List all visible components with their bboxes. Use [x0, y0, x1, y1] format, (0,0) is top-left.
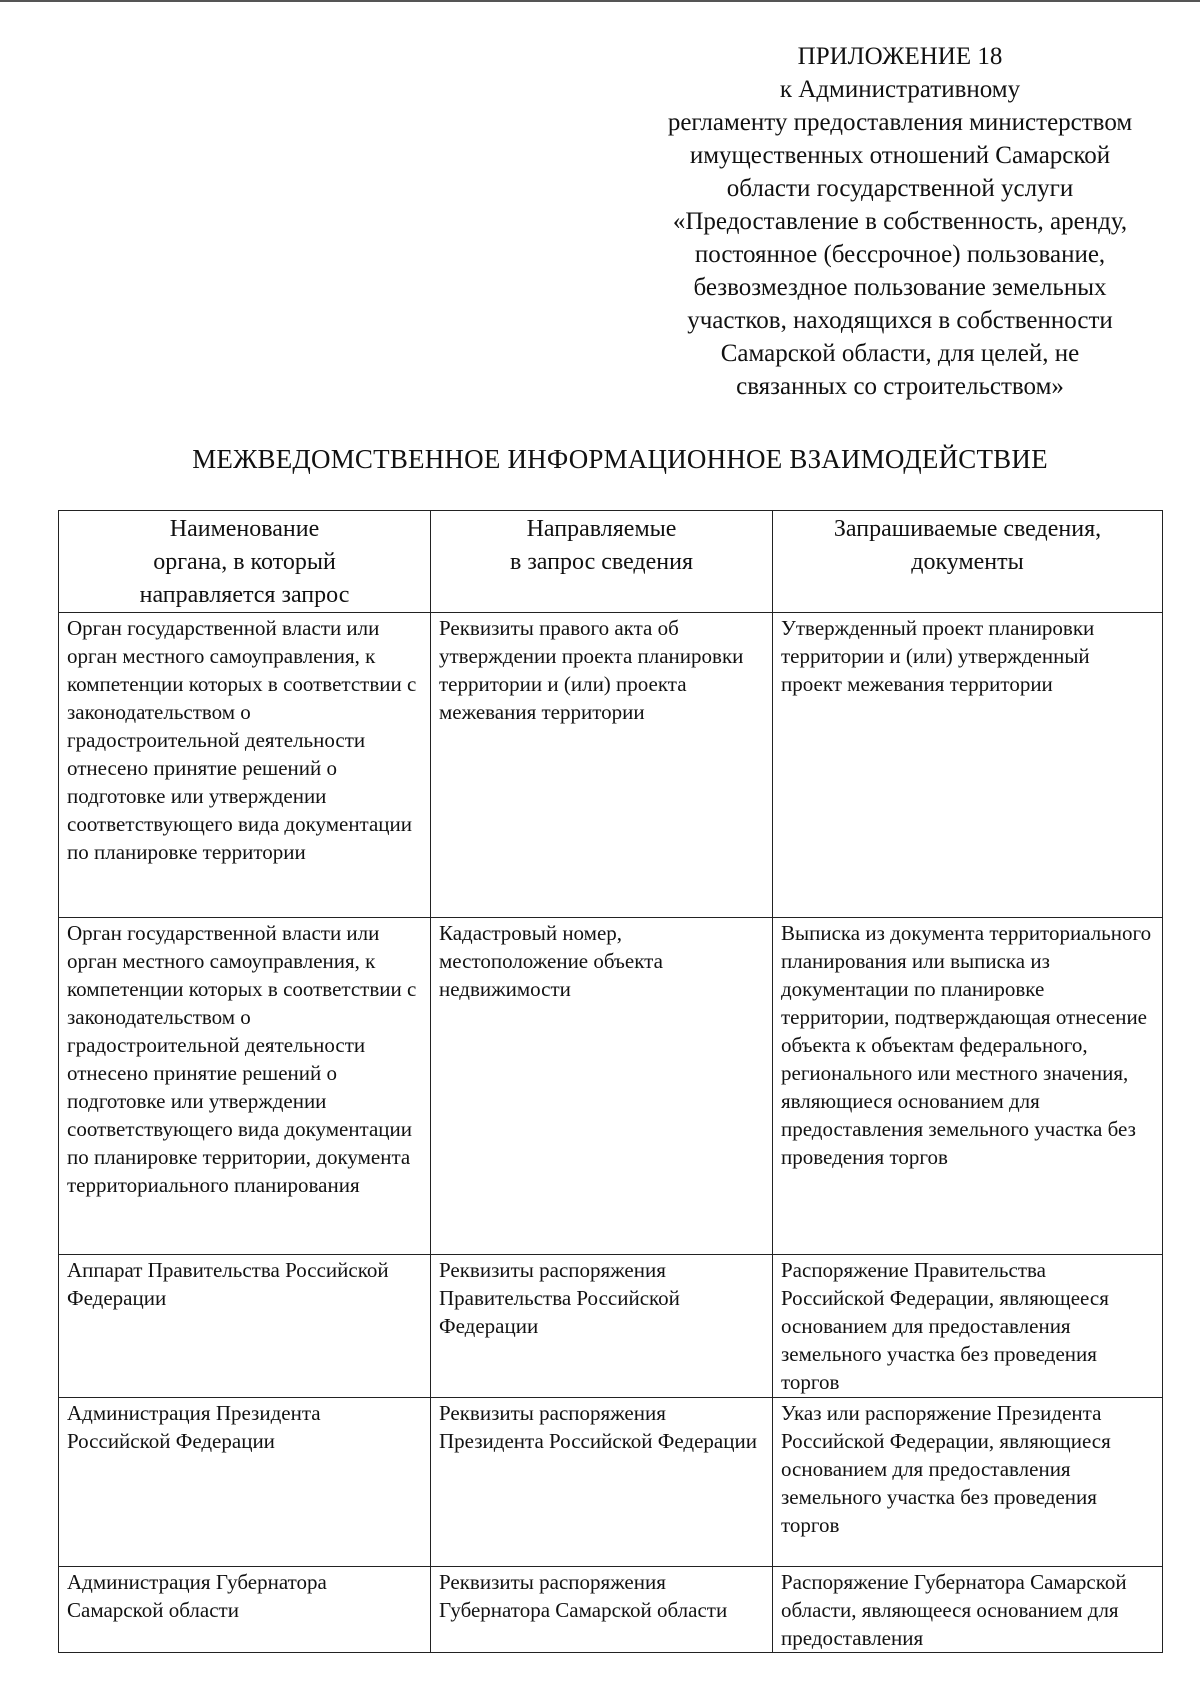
header-line: в запрос сведения: [509, 549, 693, 575]
header-line: Наименование: [169, 516, 320, 542]
document-title: МЕЖВЕДОМСТВЕННОЕ ИНФОРМАЦИОННОЕ ВЗАИМОДЕЙСТВИЕ: [192, 444, 1048, 474]
cell-authority: Администрация Губернатора Самарской области: [59, 1567, 431, 1653]
appendix-line: Самарской области, для целей, не: [720, 340, 1080, 367]
interaction-table: [58, 510, 1163, 1653]
appendix-line: имущественных отношений Самарской: [689, 142, 1111, 169]
appendix-line: регламенту предоставления министерством: [667, 109, 1133, 136]
header-authority: [59, 511, 431, 613]
cell-requested-docs: Утвержденный проект планировки территории и (или) утвержденный проект межевания территории: [773, 613, 1163, 918]
header-line: Запрашиваемые сведения,: [833, 516, 1102, 542]
header-line: документы: [911, 549, 1024, 575]
cell-sent-info: Кадастровый номер, местоположение объекта недвижимости: [431, 918, 773, 1255]
cell-sent-info: Реквизиты распоряжения Президента Российской Федерации: [431, 1398, 773, 1567]
cell-authority: Орган государственной власти или орган местного самоуправления, к компетенции которых в соответствии с законодательством о градостроительной деятельности отнесено принятие решений о подготовке или утверждении соответствующего вида документации по планировке территории, документа территориального планирования: [59, 918, 431, 1255]
header-line: направляется запрос: [139, 582, 350, 608]
appendix-line: связанных со строительством»: [736, 373, 1064, 400]
table-row: [59, 613, 1163, 918]
table-row: [59, 918, 1163, 1255]
header-line: Направляемые: [526, 516, 677, 542]
cell-sent-info: Реквизиты распоряжения Губернатора Самарской области: [431, 1567, 773, 1653]
header-sent-info: [431, 511, 773, 613]
table-row: [59, 1398, 1163, 1567]
cell-requested-docs: Распоряжение Губернатора Самарской области, являющееся основанием для предоставления: [773, 1567, 1163, 1653]
table-row: [59, 1255, 1163, 1398]
cell-authority: Орган государственной власти или орган местного самоуправления, к компетенции которых в соответствии с законодательством о градостроительной деятельности отнесено принятие решений о подготовке или утверждении соответствующего вида документации по планировке территории: [59, 613, 431, 918]
header-line: органа, в который: [153, 549, 336, 575]
appendix-line: к Административному: [779, 76, 1021, 103]
cell-requested-docs: Выписка из документа территориального планирования или выписка из документации по планировке территории, подтверждающая отнесение объекта к объектам федерального, регионального или местного значения, являющиеся основанием для предоставления земельного участка без проведения торгов: [773, 918, 1163, 1255]
cell-authority: Аппарат Правительства Российской Федерации: [59, 1255, 431, 1398]
cell-requested-docs: Распоряжение Правительства Российской Федерации, являющееся основанием для предоставления земельного участка без проведения торгов: [773, 1255, 1163, 1398]
cell-requested-docs: Указ или распоряжение Президента Российской Федерации, являющиеся основанием для предоставления земельного участка без проведения торгов: [773, 1398, 1163, 1567]
table-row: [59, 1567, 1163, 1653]
appendix-block: [615, 40, 1185, 403]
appendix-line: безвозмездное пользование земельных: [693, 274, 1107, 301]
cell-authority: Администрация Президента Российской Федерации: [59, 1398, 431, 1567]
top-rule: [0, 0, 1200, 2]
cell-sent-info: Реквизиты правого акта об утверждении проекта планировки территории и (или) проекта межевания территории: [431, 613, 773, 918]
appendix-line: участков, находящихся в собственности: [687, 307, 1113, 334]
cell-sent-info: Реквизиты распоряжения Правительства Российской Федерации: [431, 1255, 773, 1398]
appendix-line: «Предоставление в собственность, аренду,: [672, 208, 1128, 235]
header-requested-docs: [773, 511, 1163, 613]
appendix-line: ПРИЛОЖЕНИЕ 18: [797, 43, 1003, 70]
table-header-row: [59, 511, 1163, 613]
appendix-line: области государственной услуги: [726, 175, 1074, 202]
appendix-line: постоянное (бессрочное) пользование,: [694, 241, 1106, 268]
